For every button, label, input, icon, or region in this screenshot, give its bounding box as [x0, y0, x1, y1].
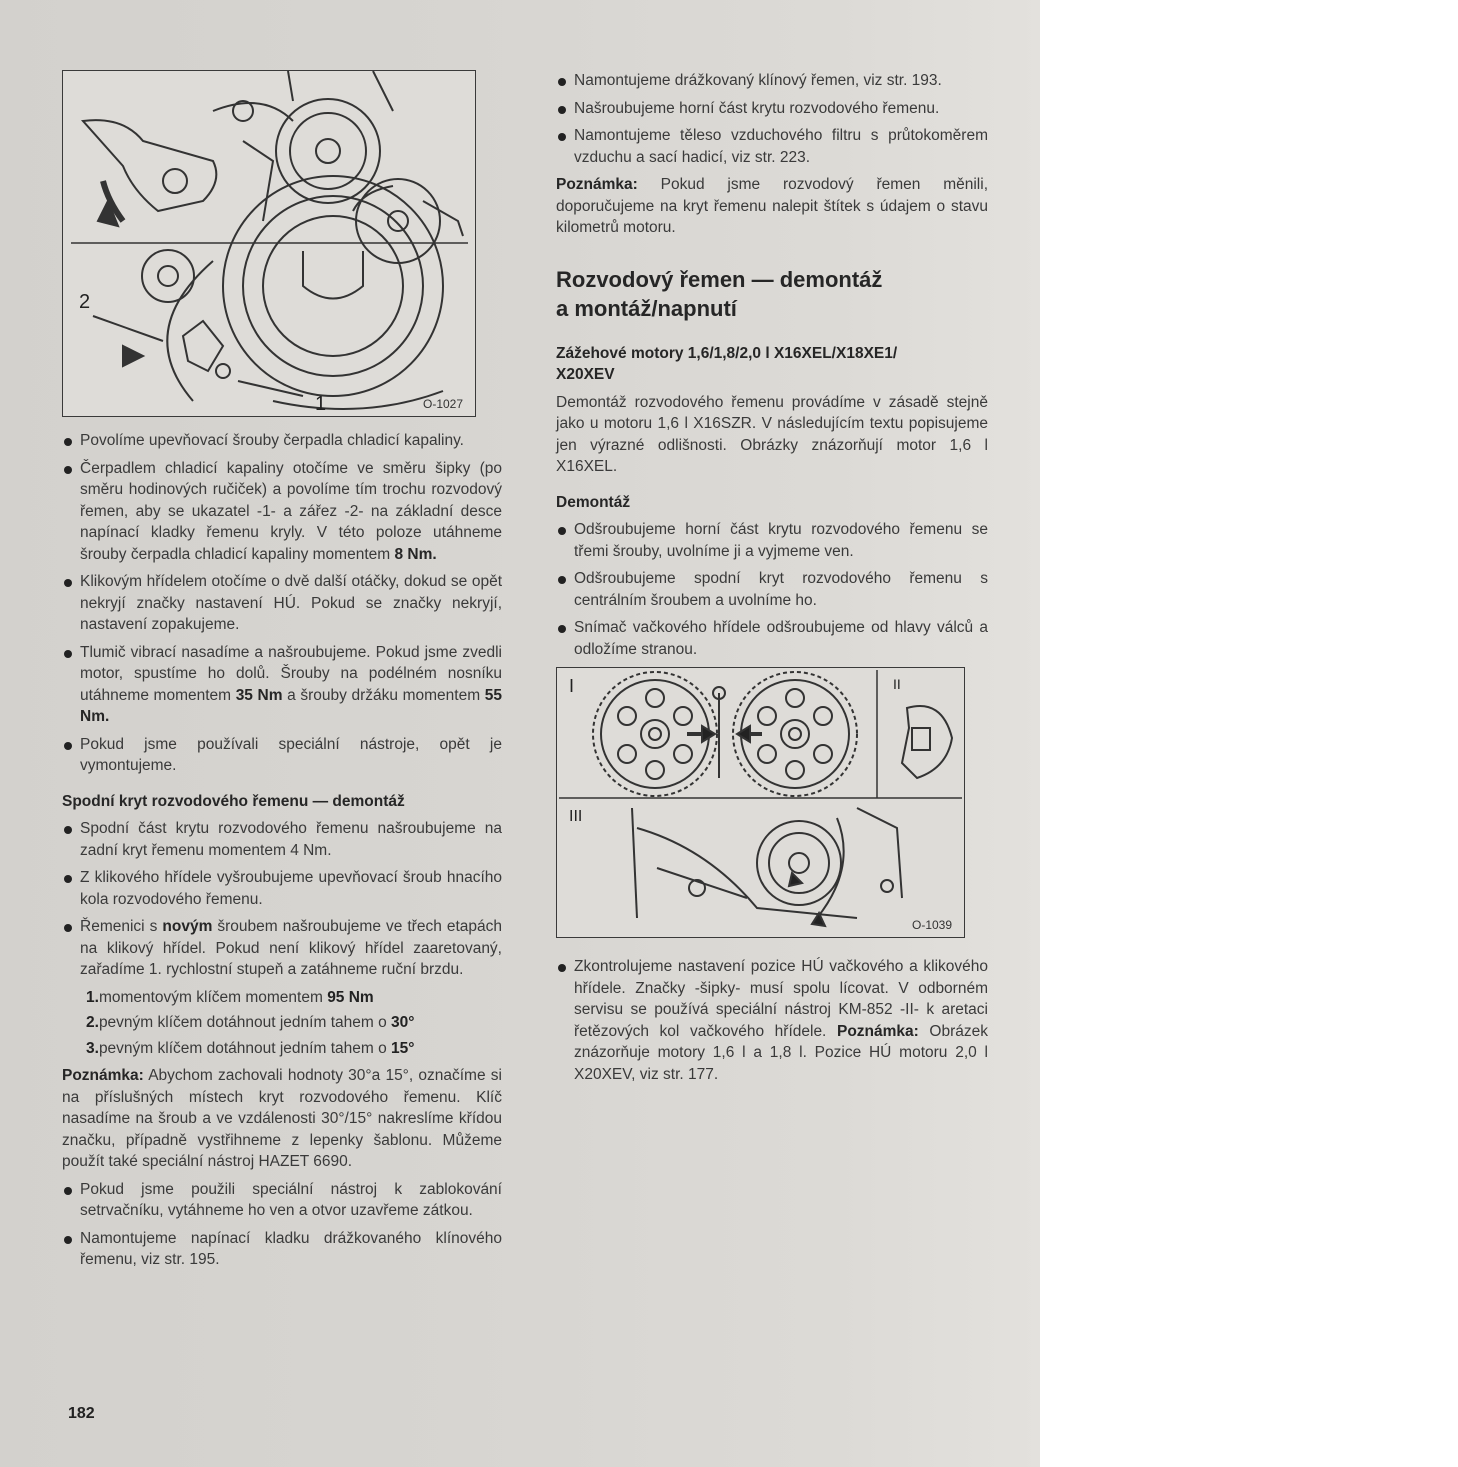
figure1-code: O-1027 [423, 397, 464, 411]
step-item: 2.pevným klíčem dotáhnout jedním tahem o 30° [86, 1014, 415, 1031]
torque-value: 55 Nm. [80, 686, 502, 725]
note-paragraph: Poznámka: Abychom zachovali hodnoty 30°a 15°, označíme si na příslušných místech kryt rozvodového řemenu. Klíč nasadíme na šroub a ve vzdálenosti 30°/15° nakreslíme křídou značku, případně vystřihneme z lepenky šablonu. Můžeme použít také speciální nástroj HAZET 6690. [62, 1067, 502, 1170]
step-item: 3.pevným klíčem dotáhnout jedním tahem o 15° [86, 1039, 415, 1057]
figure1-drawing [63, 71, 475, 416]
list-item: Čerpadlem chladicí kapaliny otočíme ve směru šipky (po směru hodinových ručiček) a povolíme tím trochu rozvodový řemen, aby se ukazatel -1- a zářez -2- na základní desce napínací kladky řemenu kryly. V této poloze utáhneme šrouby čerpadla chladicí kapaliny momentem 8 Nm. [62, 458, 502, 566]
figure2-code: O-1039 [912, 918, 953, 932]
figure1-label-1: 1 [315, 393, 327, 415]
right-column-bottom [556, 956, 988, 1091]
section-heading: Spodní kryt rozvodového řemenu — demontáž [62, 792, 405, 810]
section-title: Rozvodový řemen — demontáž a montáž/napnutí [556, 266, 883, 321]
list-item: Odšroubujeme horní část krytu rozvodového řemenu se třemi šrouby, uvolníme ji a vyjmeme ven. [556, 519, 988, 562]
list-item: Namontujeme drážkovaný klínový řemen, viz str. 193. [556, 70, 988, 92]
page-number: 182 [68, 1405, 95, 1422]
list-item: Pokud jsme použili speciální nástroj k zablokování setrvačníku, vytáhneme ho ven a otvor uzavřeme zátkou. [62, 1179, 502, 1222]
figure2-label-III: III [569, 808, 583, 825]
list-item: Tlumič vibrací nasadíme a našroubujeme. Pokud jsme zvedli motor, spustíme ho dolů. Šrouby na podélném nosníku utáhneme momentem 35 Nm a šrouby držáku momentem 55 Nm. [62, 642, 502, 728]
list-item: Snímač vačkového hřídele odšroubujeme od hlavy válců a odložíme stranou. [556, 617, 988, 660]
step-item: 1.momentovým klíčem momentem 95 Nm [86, 988, 374, 1006]
list-item: Řemenici s novým šroubem našroubujeme ve třech etapách na klikový hřídel. Pokud není klikový hřídel zaaretovaný, zařadíme 1. rychlostní stupeň a zatáhneme ruční brzdu. [62, 916, 502, 981]
list-item: Namontujeme napínací kladku drážkovaného klínového řemenu, viz str. 195. [62, 1228, 502, 1271]
engines-heading: Zážehové motory 1,6/1,8/2,0 l X16XEL/X18XE1/ X20XEV [556, 344, 898, 383]
torque-value: 8 Nm. [394, 545, 437, 563]
left-column [62, 430, 502, 1277]
figure1-label-2: 2 [79, 291, 91, 313]
figure2-label-I: I [569, 676, 575, 696]
list-item: Povolíme upevňovací šrouby čerpadla chladicí kapaliny. [62, 430, 502, 452]
figure-water-pump-tensioner [62, 70, 476, 417]
demontaz-heading: Demontáž [556, 493, 631, 511]
right-column [556, 70, 988, 666]
list-item: Spodní část krytu rozvodového řemenu našroubujeme na zadní kryt řemenu momentem 4 Nm. [62, 818, 502, 861]
intro-paragraph: Demontáž rozvodového řemenu provádíme v zásadě stejně jako u motoru 1,6 l X16SZR. V následujícím textu popisujeme jen výrazné odlišnosti. Obrázky znázorňují motor 1,6 l X16XEL. [556, 393, 988, 475]
list-item: Z klikového hřídele vyšroubujeme upevňovací šroub hnacího kola rozvodového řemenu. [62, 867, 502, 910]
list-item: Našroubujeme horní část krytu rozvodového řemenu. [556, 98, 988, 120]
torque-value: 35 Nm [235, 686, 283, 704]
figure-camshaft-gears [556, 667, 965, 938]
list-item: Zkontrolujeme nastavení pozice HÚ vačkového a klikového hřídele. Značky -šipky- musí spolu lícovat. V odborném servisu se používá speciální nástroj KM-852 -II- k aretaci řetězových kol vačkového hřídele. Poznámka: Obrázek znázorňuje motory 1,6 l a 1,8 l. Pozice HÚ motoru 2,0 l X20XEV, viz str. 177. [556, 956, 988, 1085]
list-item: Pokud jsme používali speciální nástroje, opět je vymontujeme. [62, 734, 502, 777]
note-paragraph: Poznámka: Pokud jsme rozvodový řemen měnili, doporučujeme na kryt řemenu nalepit štítek s údajem o stavu kilometrů motoru. [556, 176, 988, 236]
figure2-label-II: II [893, 676, 901, 692]
list-item: Klikovým hřídelem otočíme o dvě další otáčky, dokud se opět nekryjí značky nastavení HÚ. Pokud se značky nekryjí, nastavení zopakujeme. [62, 571, 502, 636]
list-item: Odšroubujeme spodní kryt rozvodového řemenu s centrálním šroubem a uvolníme ho. [556, 568, 988, 611]
list-item: Namontujeme těleso vzduchového filtru s průtokoměrem vzduchu a sací hadicí, viz str. 223. [556, 125, 988, 168]
figure2-drawing [557, 668, 964, 937]
